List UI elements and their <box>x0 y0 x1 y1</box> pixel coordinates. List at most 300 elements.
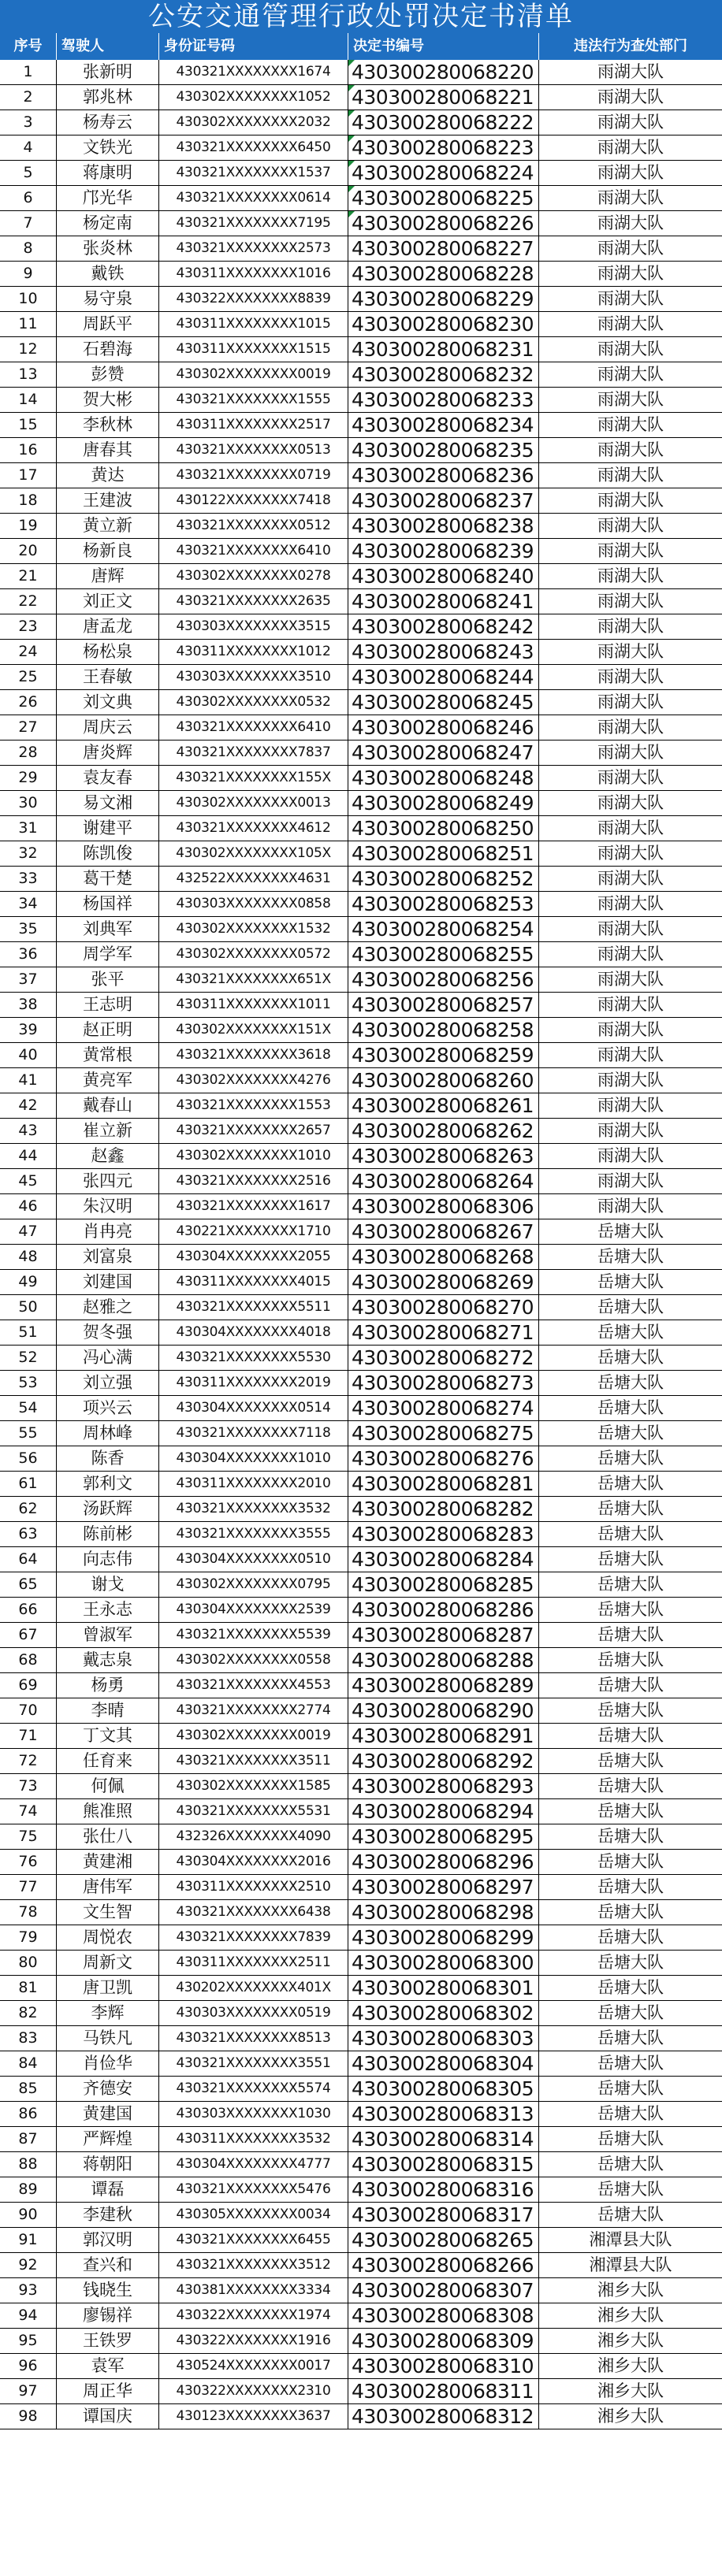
cell-decision-number[interactable]: 430300280068268 <box>348 1245 539 1269</box>
cell-no[interactable]: 34 <box>0 892 57 916</box>
cell-driver[interactable]: 刘文典 <box>57 690 159 715</box>
cell-no[interactable]: 6 <box>0 186 57 210</box>
cell-driver[interactable]: 郭兆林 <box>57 85 159 109</box>
cell-department[interactable]: 岳塘大队 <box>597 1726 664 1745</box>
cell-id-number[interactable]: 430321XXXXXXXX2657 <box>159 1119 348 1143</box>
cell-id-number[interactable]: 430303XXXXXXXX0858 <box>159 892 348 916</box>
cell-no[interactable]: 18 <box>0 488 57 513</box>
cell-decision-number[interactable]: 430300280068237 <box>348 488 539 513</box>
cell-department[interactable]: 雨湖大队 <box>597 692 664 711</box>
cell-driver[interactable]: 袁友春 <box>57 766 159 790</box>
cell-no[interactable]: 97 <box>0 2379 57 2403</box>
cell-department[interactable]: 湘潭县大队 <box>589 2230 672 2249</box>
cell-id-number[interactable]: 430123XXXXXXXX3637 <box>159 2404 348 2429</box>
cell-id-number[interactable]: 430302XXXXXXXX0532 <box>159 690 348 715</box>
cell-id-number[interactable]: 430302XXXXXXXX1010 <box>159 1144 348 1168</box>
cell-no[interactable]: 89 <box>0 2177 57 2202</box>
cell-department[interactable]: 雨湖大队 <box>597 491 664 510</box>
cell-no[interactable]: 96 <box>0 2354 57 2378</box>
cell-driver[interactable]: 谭国庆 <box>57 2404 159 2429</box>
cell-no[interactable]: 29 <box>0 766 57 790</box>
cell-department[interactable]: 雨湖大队 <box>597 1020 664 1039</box>
cell-no[interactable]: 94 <box>0 2303 57 2328</box>
cell-driver[interactable]: 陈前彬 <box>57 1522 159 1546</box>
cell-decision-number[interactable]: 430300280068252 <box>348 867 539 891</box>
cell-id-number[interactable]: 430321XXXXXXXX3551 <box>159 2051 348 2076</box>
cell-department[interactable]: 雨湖大队 <box>597 440 664 459</box>
cell-department[interactable]: 岳塘大队 <box>597 1902 664 1921</box>
cell-id-number[interactable]: 430311XXXXXXXX1515 <box>159 337 348 362</box>
cell-id-number[interactable]: 430302XXXXXXXX0795 <box>159 1572 348 1597</box>
cell-department[interactable]: 雨湖大队 <box>597 818 664 837</box>
cell-department[interactable]: 岳塘大队 <box>597 1978 664 1997</box>
cell-no[interactable]: 22 <box>0 589 57 614</box>
cell-department[interactable]: 岳塘大队 <box>597 2029 664 2047</box>
cell-department[interactable]: 岳塘大队 <box>597 1297 664 1316</box>
cell-no[interactable]: 48 <box>0 1245 57 1269</box>
cell-driver[interactable]: 杨定南 <box>57 211 159 236</box>
cell-driver[interactable]: 周林峰 <box>57 1421 159 1446</box>
cell-decision-number[interactable]: 430300280068263 <box>348 1144 539 1168</box>
cell-no[interactable]: 36 <box>0 942 57 967</box>
cell-decision-number[interactable]: 430300280068293 <box>348 1774 539 1798</box>
cell-decision-number[interactable]: 430300280068308 <box>348 2303 539 2328</box>
cell-driver[interactable]: 曾淑军 <box>57 1623 159 1647</box>
cell-driver[interactable]: 易守泉 <box>57 287 159 311</box>
cell-driver[interactable]: 郭汉明 <box>57 2228 159 2252</box>
cell-id-number[interactable]: 430311XXXXXXXX1012 <box>159 640 348 664</box>
cell-department[interactable]: 雨湖大队 <box>597 415 664 434</box>
cell-id-number[interactable]: 430311XXXXXXXX3532 <box>159 2127 348 2151</box>
cell-id-number[interactable]: 430304XXXXXXXX2539 <box>159 1598 348 1622</box>
cell-driver[interactable]: 李秋林 <box>57 413 159 437</box>
cell-department[interactable]: 岳塘大队 <box>597 1877 664 1896</box>
cell-no[interactable]: 21 <box>0 564 57 588</box>
cell-department[interactable]: 岳塘大队 <box>597 1776 664 1795</box>
cell-no[interactable]: 50 <box>0 1295 57 1320</box>
cell-id-number[interactable]: 430304XXXXXXXX2016 <box>159 1850 348 1874</box>
cell-department[interactable]: 雨湖大队 <box>597 365 664 384</box>
cell-decision-number[interactable]: 430300280068220 <box>348 60 539 84</box>
cell-driver[interactable]: 周新文 <box>57 1951 159 1975</box>
cell-decision-number[interactable]: 430300280068243 <box>348 640 539 664</box>
cell-department[interactable]: 岳塘大队 <box>597 1323 664 1342</box>
cell-id-number[interactable]: 430302XXXXXXXX0558 <box>159 1648 348 1672</box>
cell-id-number[interactable]: 430321XXXXXXXX5574 <box>159 2077 348 2101</box>
cell-department[interactable]: 雨湖大队 <box>597 718 664 737</box>
cell-decision-number[interactable]: 430300280068258 <box>348 1018 539 1042</box>
cell-driver[interactable]: 唐春其 <box>57 438 159 462</box>
cell-driver[interactable]: 钱晓生 <box>57 2278 159 2303</box>
cell-decision-number[interactable]: 430300280068233 <box>348 388 539 412</box>
cell-driver[interactable]: 项兴云 <box>57 1396 159 1420</box>
cell-decision-number[interactable]: 430300280068275 <box>348 1421 539 1446</box>
cell-id-number[interactable]: 432522XXXXXXXX4631 <box>159 867 348 891</box>
cell-department[interactable]: 雨湖大队 <box>597 844 664 863</box>
cell-department[interactable]: 湘乡大队 <box>597 2356 664 2375</box>
cell-id-number[interactable]: 430202XXXXXXXX401X <box>159 1976 348 2000</box>
cell-no[interactable]: 42 <box>0 1093 57 1118</box>
cell-driver[interactable]: 马铁凡 <box>57 2026 159 2051</box>
cell-decision-number[interactable]: 430300280068244 <box>348 665 539 689</box>
cell-driver[interactable]: 易文湘 <box>57 791 159 815</box>
header-id-number[interactable]: 身份证号码 <box>159 33 348 60</box>
cell-driver[interactable]: 赵正明 <box>57 1018 159 1042</box>
cell-decision-number[interactable]: 430300280068273 <box>348 1371 539 1395</box>
cell-id-number[interactable]: 430303XXXXXXXX3510 <box>159 665 348 689</box>
cell-decision-number[interactable]: 430300280068239 <box>348 539 539 563</box>
cell-driver[interactable]: 杨松泉 <box>57 640 159 664</box>
cell-no[interactable]: 87 <box>0 2127 57 2151</box>
cell-driver[interactable]: 刘富泉 <box>57 1245 159 1269</box>
cell-no[interactable]: 76 <box>0 1850 57 1874</box>
cell-id-number[interactable]: 430524XXXXXXXX0017 <box>159 2354 348 2378</box>
cell-driver[interactable]: 谢戈 <box>57 1572 159 1597</box>
cell-no[interactable]: 90 <box>0 2203 57 2227</box>
cell-driver[interactable]: 查兴和 <box>57 2253 159 2277</box>
cell-no[interactable]: 67 <box>0 1623 57 1647</box>
cell-id-number[interactable]: 430302XXXXXXXX4276 <box>159 1068 348 1093</box>
cell-decision-number[interactable]: 430300280068306 <box>348 1194 539 1219</box>
cell-driver[interactable]: 李辉 <box>57 2001 159 2025</box>
cell-driver[interactable]: 赵雅之 <box>57 1295 159 1320</box>
cell-driver[interactable]: 葛干楚 <box>57 867 159 891</box>
cell-department[interactable]: 岳塘大队 <box>597 1676 664 1694</box>
cell-driver[interactable]: 廖锡祥 <box>57 2303 159 2328</box>
cell-id-number[interactable]: 430321XXXXXXXX2774 <box>159 1698 348 1723</box>
cell-driver[interactable]: 彭赞 <box>57 362 159 387</box>
cell-no[interactable]: 81 <box>0 1976 57 2000</box>
cell-decision-number[interactable]: 430300280068236 <box>348 463 539 488</box>
cell-decision-number[interactable]: 430300280068310 <box>348 2354 539 2378</box>
cell-decision-number[interactable]: 430300280068226 <box>348 211 539 236</box>
cell-decision-number[interactable]: 430300280068250 <box>348 816 539 841</box>
cell-driver[interactable]: 严辉煌 <box>57 2127 159 2151</box>
cell-decision-number[interactable]: 430300280068297 <box>348 1875 539 1899</box>
cell-id-number[interactable]: 430321XXXXXXXX5539 <box>159 1623 348 1647</box>
cell-decision-number[interactable]: 430300280068249 <box>348 791 539 815</box>
cell-id-number[interactable]: 430321XXXXXXXX0614 <box>159 186 348 210</box>
cell-department[interactable]: 雨湖大队 <box>597 970 664 989</box>
cell-no[interactable]: 19 <box>0 514 57 538</box>
cell-decision-number[interactable]: 430300280068315 <box>348 2152 539 2177</box>
cell-department[interactable]: 岳塘大队 <box>597 2079 664 2098</box>
cell-id-number[interactable]: 430321XXXXXXXX3532 <box>159 1497 348 1521</box>
cell-department[interactable]: 雨湖大队 <box>597 945 664 963</box>
cell-id-number[interactable]: 430302XXXXXXXX0278 <box>159 564 348 588</box>
cell-driver[interactable]: 文生智 <box>57 1900 159 1925</box>
cell-driver[interactable]: 陈凯俊 <box>57 841 159 866</box>
cell-id-number[interactable]: 430321XXXXXXXX5531 <box>159 1799 348 1824</box>
cell-decision-number[interactable]: 430300280068225 <box>348 186 539 210</box>
cell-id-number[interactable]: 430302XXXXXXXX105X <box>159 841 348 866</box>
cell-driver[interactable]: 赵鑫 <box>57 1144 159 1168</box>
cell-driver[interactable]: 黄常根 <box>57 1043 159 1067</box>
cell-department[interactable]: 雨湖大队 <box>597 869 664 888</box>
cell-department[interactable]: 雨湖大队 <box>597 592 664 611</box>
cell-decision-number[interactable]: 430300280068309 <box>348 2329 539 2353</box>
cell-id-number[interactable]: 430304XXXXXXXX0510 <box>159 1547 348 1572</box>
cell-department[interactable]: 雨湖大队 <box>597 919 664 938</box>
cell-decision-number[interactable]: 430300280068228 <box>348 262 539 286</box>
cell-decision-number[interactable]: 430300280068240 <box>348 564 539 588</box>
cell-no[interactable]: 91 <box>0 2228 57 2252</box>
cell-decision-number[interactable]: 430300280068222 <box>348 110 539 135</box>
cell-driver[interactable]: 贺冬强 <box>57 1320 159 1345</box>
cell-department[interactable]: 雨湖大队 <box>597 1146 664 1165</box>
cell-decision-number[interactable]: 430300280068256 <box>348 967 539 992</box>
cell-decision-number[interactable]: 430300280068274 <box>348 1396 539 1420</box>
cell-no[interactable]: 95 <box>0 2329 57 2353</box>
cell-decision-number[interactable]: 430300280068312 <box>348 2404 539 2429</box>
cell-id-number[interactable]: 430122XXXXXXXX7418 <box>159 488 348 513</box>
cell-id-number[interactable]: 430303XXXXXXXX3515 <box>159 614 348 639</box>
cell-no[interactable]: 4 <box>0 135 57 160</box>
cell-driver[interactable]: 李建秋 <box>57 2203 159 2227</box>
cell-department[interactable]: 雨湖大队 <box>597 516 664 535</box>
cell-no[interactable]: 14 <box>0 388 57 412</box>
cell-department[interactable]: 雨湖大队 <box>597 768 664 787</box>
cell-id-number[interactable]: 430321XXXXXXXX6450 <box>159 135 348 160</box>
cell-decision-number[interactable]: 430300280068224 <box>348 161 539 185</box>
cell-decision-number[interactable]: 430300280068238 <box>348 514 539 538</box>
cell-no[interactable]: 66 <box>0 1598 57 1622</box>
cell-driver[interactable]: 邝光华 <box>57 186 159 210</box>
cell-id-number[interactable]: 430321XXXXXXXX7118 <box>159 1421 348 1446</box>
cell-id-number[interactable]: 430321XXXXXXXX2516 <box>159 1169 348 1193</box>
cell-driver[interactable]: 谢建平 <box>57 816 159 841</box>
cell-no[interactable]: 16 <box>0 438 57 462</box>
cell-id-number[interactable]: 430303XXXXXXXX1030 <box>159 2102 348 2126</box>
cell-department[interactable]: 岳塘大队 <box>597 1524 664 1543</box>
cell-decision-number[interactable]: 430300280068254 <box>348 917 539 941</box>
cell-no[interactable]: 52 <box>0 1346 57 1370</box>
cell-department[interactable]: 岳塘大队 <box>597 2003 664 2022</box>
cell-id-number[interactable]: 430304XXXXXXXX4777 <box>159 2152 348 2177</box>
cell-no[interactable]: 54 <box>0 1396 57 1420</box>
cell-no[interactable]: 49 <box>0 1270 57 1294</box>
cell-decision-number[interactable]: 430300280068223 <box>348 135 539 160</box>
cell-decision-number[interactable]: 430300280068255 <box>348 942 539 967</box>
cell-driver[interactable]: 黄建湘 <box>57 1850 159 1874</box>
cell-no[interactable]: 74 <box>0 1799 57 1824</box>
cell-decision-number[interactable]: 430300280068285 <box>348 1572 539 1597</box>
cell-driver[interactable]: 张四元 <box>57 1169 159 1193</box>
cell-department[interactable]: 雨湖大队 <box>597 1096 664 1115</box>
cell-decision-number[interactable]: 430300280068300 <box>348 1951 539 1975</box>
cell-id-number[interactable]: 430311XXXXXXXX2019 <box>159 1371 348 1395</box>
cell-no[interactable]: 10 <box>0 287 57 311</box>
cell-id-number[interactable]: 430321XXXXXXXX8513 <box>159 2026 348 2051</box>
cell-driver[interactable]: 唐辉 <box>57 564 159 588</box>
cell-no[interactable]: 75 <box>0 1824 57 1849</box>
cell-department[interactable]: 岳塘大队 <box>597 1348 664 1367</box>
header-no[interactable]: 序号 <box>0 33 57 60</box>
cell-no[interactable]: 12 <box>0 337 57 362</box>
cell-department[interactable]: 岳塘大队 <box>597 1625 664 1644</box>
cell-no[interactable]: 98 <box>0 2404 57 2429</box>
cell-decision-number[interactable]: 430300280068290 <box>348 1698 539 1723</box>
cell-driver[interactable]: 蒋朝阳 <box>57 2152 159 2177</box>
cell-id-number[interactable]: 430321XXXXXXXX3511 <box>159 1749 348 1773</box>
cell-driver[interactable]: 刘建国 <box>57 1270 159 1294</box>
cell-decision-number[interactable]: 430300280068231 <box>348 337 539 362</box>
cell-id-number[interactable]: 430304XXXXXXXX0514 <box>159 1396 348 1420</box>
cell-id-number[interactable]: 430321XXXXXXXX6410 <box>159 539 348 563</box>
cell-decision-number[interactable]: 430300280068311 <box>348 2379 539 2403</box>
cell-department[interactable]: 雨湖大队 <box>597 894 664 913</box>
cell-department[interactable]: 岳塘大队 <box>597 2104 664 2123</box>
cell-department[interactable]: 雨湖大队 <box>597 617 664 636</box>
cell-id-number[interactable]: 430321XXXXXXXX1553 <box>159 1093 348 1118</box>
cell-decision-number[interactable]: 430300280068286 <box>348 1598 539 1622</box>
cell-id-number[interactable]: 430321XXXXXXXX1537 <box>159 161 348 185</box>
cell-id-number[interactable]: 430322XXXXXXXX1974 <box>159 2303 348 2328</box>
cell-id-number[interactable]: 430302XXXXXXXX1052 <box>159 85 348 109</box>
cell-no[interactable]: 71 <box>0 1724 57 1748</box>
cell-department[interactable]: 雨湖大队 <box>597 213 664 232</box>
cell-driver[interactable]: 唐炎辉 <box>57 741 159 765</box>
cell-id-number[interactable]: 430302XXXXXXXX0013 <box>159 791 348 815</box>
cell-no[interactable]: 38 <box>0 993 57 1017</box>
cell-department[interactable]: 岳塘大队 <box>597 1650 664 1669</box>
cell-driver[interactable]: 肖俭华 <box>57 2051 159 2076</box>
cell-no[interactable]: 33 <box>0 867 57 891</box>
cell-driver[interactable]: 杨寿云 <box>57 110 159 135</box>
cell-driver[interactable]: 唐卫凯 <box>57 1976 159 2000</box>
cell-driver[interactable]: 戴春山 <box>57 1093 159 1118</box>
cell-department[interactable]: 岳塘大队 <box>597 1247 664 1266</box>
cell-department[interactable]: 雨湖大队 <box>597 1121 664 1140</box>
cell-decision-number[interactable]: 430300280068316 <box>348 2177 539 2202</box>
cell-no[interactable]: 85 <box>0 2077 57 2101</box>
cell-decision-number[interactable]: 430300280068235 <box>348 438 539 462</box>
cell-driver[interactable]: 何佩 <box>57 1774 159 1798</box>
header-department[interactable]: 违法行为查处部门 <box>574 38 687 54</box>
header-driver[interactable]: 驾驶人 <box>57 33 159 60</box>
cell-department[interactable]: 岳塘大队 <box>597 1802 664 1821</box>
cell-department[interactable]: 雨湖大队 <box>597 314 664 333</box>
cell-no[interactable]: 2 <box>0 85 57 109</box>
cell-id-number[interactable]: 430321XXXXXXXX0512 <box>159 514 348 538</box>
cell-department[interactable]: 雨湖大队 <box>597 62 664 81</box>
cell-driver[interactable]: 戴铁 <box>57 262 159 286</box>
cell-decision-number[interactable]: 430300280068241 <box>348 589 539 614</box>
cell-id-number[interactable]: 430311XXXXXXXX2510 <box>159 1875 348 1899</box>
cell-department[interactable]: 岳塘大队 <box>597 2129 664 2148</box>
cell-decision-number[interactable]: 430300280068266 <box>348 2253 539 2277</box>
cell-no[interactable]: 86 <box>0 2102 57 2126</box>
cell-driver[interactable]: 周跃平 <box>57 312 159 336</box>
cell-department[interactable]: 雨湖大队 <box>597 113 664 132</box>
cell-driver[interactable]: 张仕八 <box>57 1824 159 1849</box>
cell-no[interactable]: 3 <box>0 110 57 135</box>
cell-department[interactable]: 雨湖大队 <box>597 264 664 283</box>
cell-department[interactable]: 雨湖大队 <box>597 1171 664 1190</box>
cell-decision-number[interactable]: 430300280068221 <box>348 85 539 109</box>
cell-department[interactable]: 雨湖大队 <box>597 289 664 308</box>
cell-decision-number[interactable]: 430300280068234 <box>348 413 539 437</box>
cell-id-number[interactable]: 430321XXXXXXXX651X <box>159 967 348 992</box>
cell-no[interactable]: 27 <box>0 715 57 740</box>
cell-no[interactable]: 35 <box>0 917 57 941</box>
cell-id-number[interactable]: 430321XXXXXXXX5530 <box>159 1346 348 1370</box>
cell-decision-number[interactable]: 430300280068296 <box>348 1850 539 1874</box>
cell-id-number[interactable]: 430321XXXXXXXX7839 <box>159 1925 348 1950</box>
cell-no[interactable]: 25 <box>0 665 57 689</box>
cell-decision-number[interactable]: 430300280068267 <box>348 1219 539 1244</box>
cell-no[interactable]: 83 <box>0 2026 57 2051</box>
cell-driver[interactable]: 黄建国 <box>57 2102 159 2126</box>
cell-decision-number[interactable]: 430300280068303 <box>348 2026 539 2051</box>
cell-no[interactable]: 7 <box>0 211 57 236</box>
cell-id-number[interactable]: 430321XXXXXXXX155X <box>159 766 348 790</box>
cell-no[interactable]: 64 <box>0 1547 57 1572</box>
cell-decision-number[interactable]: 430300280068229 <box>348 287 539 311</box>
cell-department[interactable]: 岳塘大队 <box>597 1222 664 1241</box>
cell-id-number[interactable]: 430311XXXXXXXX4015 <box>159 1270 348 1294</box>
cell-department[interactable]: 雨湖大队 <box>597 340 664 358</box>
cell-no[interactable]: 88 <box>0 2152 57 2177</box>
cell-driver[interactable]: 杨新良 <box>57 539 159 563</box>
cell-driver[interactable]: 唐孟龙 <box>57 614 159 639</box>
cell-no[interactable]: 78 <box>0 1900 57 1925</box>
cell-driver[interactable]: 熊准照 <box>57 1799 159 1824</box>
cell-driver[interactable]: 冯心满 <box>57 1346 159 1370</box>
cell-no[interactable]: 92 <box>0 2253 57 2277</box>
cell-no[interactable]: 23 <box>0 614 57 639</box>
cell-id-number[interactable]: 430321XXXXXXXX1674 <box>159 60 348 84</box>
cell-no[interactable]: 62 <box>0 1497 57 1521</box>
cell-decision-number[interactable]: 430300280068287 <box>348 1623 539 1647</box>
cell-no[interactable]: 79 <box>0 1925 57 1950</box>
cell-driver[interactable]: 刘典军 <box>57 917 159 941</box>
cell-no[interactable]: 11 <box>0 312 57 336</box>
cell-department[interactable]: 岳塘大队 <box>597 2205 664 2224</box>
cell-no[interactable]: 53 <box>0 1371 57 1395</box>
cell-decision-number[interactable]: 430300280068283 <box>348 1522 539 1546</box>
cell-no[interactable]: 40 <box>0 1043 57 1067</box>
cell-decision-number[interactable]: 430300280068242 <box>348 614 539 639</box>
cell-driver[interactable]: 丁文其 <box>57 1724 159 1748</box>
cell-id-number[interactable]: 430304XXXXXXXX2055 <box>159 1245 348 1269</box>
cell-id-number[interactable]: 430311XXXXXXXX1011 <box>159 993 348 1017</box>
cell-department[interactable]: 雨湖大队 <box>597 743 664 762</box>
cell-decision-number[interactable]: 430300280068262 <box>348 1119 539 1143</box>
cell-id-number[interactable]: 430321XXXXXXXX1617 <box>159 1194 348 1219</box>
cell-decision-number[interactable]: 430300280068289 <box>348 1673 539 1698</box>
cell-driver[interactable]: 周庆云 <box>57 715 159 740</box>
cell-driver[interactable]: 崔立新 <box>57 1119 159 1143</box>
cell-no[interactable]: 13 <box>0 362 57 387</box>
cell-department[interactable]: 岳塘大队 <box>597 1499 664 1518</box>
cell-decision-number[interactable]: 430300280068299 <box>348 1925 539 1950</box>
cell-department[interactable]: 雨湖大队 <box>597 995 664 1014</box>
cell-decision-number[interactable]: 430300280068248 <box>348 766 539 790</box>
cell-decision-number[interactable]: 430300280068292 <box>348 1749 539 1773</box>
cell-decision-number[interactable]: 430300280068227 <box>348 236 539 261</box>
cell-department[interactable]: 岳塘大队 <box>597 1449 664 1468</box>
cell-id-number[interactable]: 430304XXXXXXXX4018 <box>159 1320 348 1345</box>
cell-no[interactable]: 77 <box>0 1875 57 1899</box>
cell-id-number[interactable]: 430321XXXXXXXX2635 <box>159 589 348 614</box>
cell-id-number[interactable]: 430321XXXXXXXX7837 <box>159 741 348 765</box>
cell-decision-number[interactable]: 430300280068291 <box>348 1724 539 1748</box>
cell-department[interactable]: 雨湖大队 <box>597 566 664 585</box>
cell-department[interactable]: 岳塘大队 <box>597 1953 664 1972</box>
cell-department[interactable]: 雨湖大队 <box>597 667 664 686</box>
cell-driver[interactable]: 周正华 <box>57 2379 159 2403</box>
